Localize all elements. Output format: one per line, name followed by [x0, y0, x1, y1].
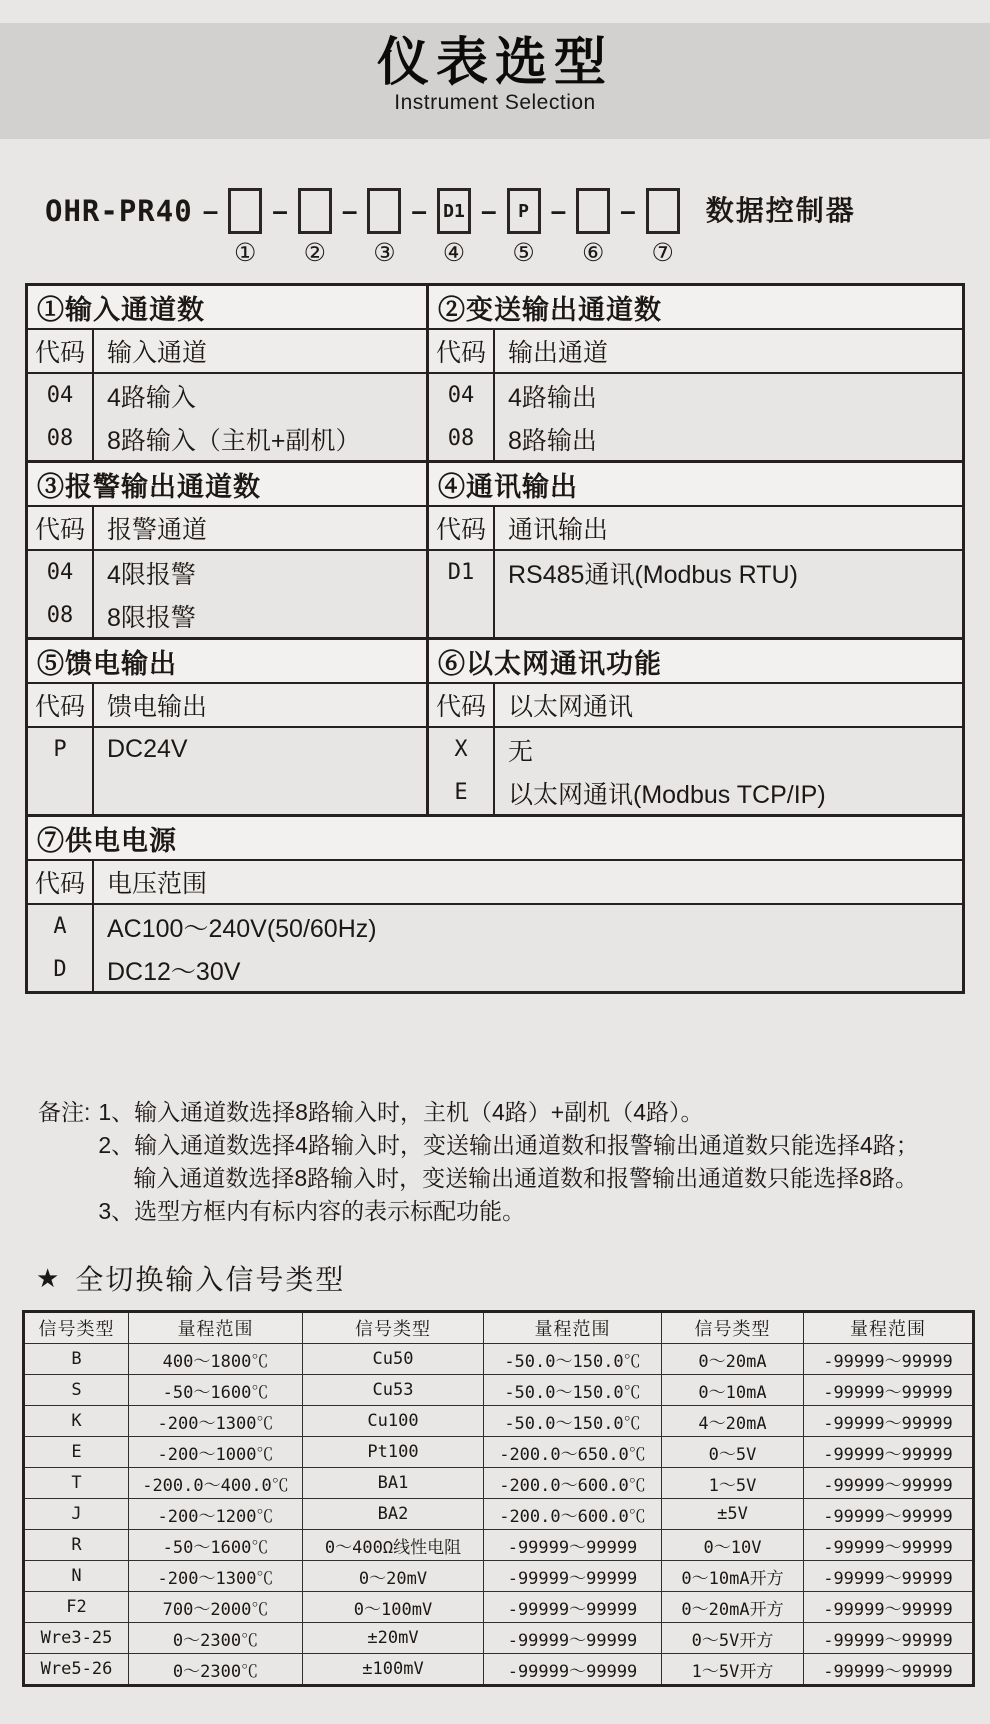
signal-cell: 1～5V [662, 1468, 804, 1499]
signal-cell: ±100mV [303, 1654, 484, 1686]
model-index-7: ⑦ [651, 239, 674, 267]
desc-cell: 4限报警 [107, 560, 196, 589]
desc-header-cell: 报警通道 [107, 516, 208, 544]
range-cell: -50.0～150.0℃ [484, 1406, 662, 1437]
range-cell: -99999～99999 [484, 1592, 662, 1623]
model-box-2 [298, 188, 332, 234]
signal-cell: 1～5V开方 [662, 1654, 804, 1686]
signal-cell: Cu53 [303, 1375, 484, 1406]
notes [38, 1096, 919, 1228]
signal-cell: BA1 [303, 1468, 484, 1499]
range-cell: -99999～99999 [804, 1344, 974, 1375]
signal-cell: 0～20mA开方 [662, 1592, 804, 1623]
signal-cell: 0～10V [662, 1530, 804, 1561]
code-header-cell: 代码 [429, 330, 495, 372]
range-cell: -200～1300℃ [129, 1561, 303, 1592]
code-cell: 08 [28, 417, 94, 460]
section-header [28, 861, 962, 905]
section-title: ④通讯输出 [429, 463, 962, 507]
range-cell: -99999～99999 [484, 1654, 662, 1686]
signal-cell: 0～100mV [303, 1592, 484, 1623]
code-cell: X [429, 728, 495, 771]
model-index-1: ① [234, 239, 257, 267]
range-cell: -99999～99999 [804, 1375, 974, 1406]
signal-cell: 0～5V [662, 1437, 804, 1468]
model-index-6: ⑥ [581, 239, 605, 267]
section-title: ③报警输出通道数 [28, 463, 426, 507]
range-cell: -50.0～150.0℃ [484, 1375, 662, 1406]
code-cell: 08 [429, 417, 495, 460]
model-dash: – [411, 195, 427, 226]
range-cell: 700～2000℃ [129, 1592, 303, 1623]
range-cell: -50.0～150.0℃ [484, 1344, 662, 1375]
desc-header-cell: 电压范围 [107, 870, 208, 898]
title-banner [0, 23, 990, 139]
model-dash: – [272, 195, 288, 226]
column-header: 信号类型 [303, 1312, 484, 1344]
signal-cell: Wre3-25 [24, 1623, 129, 1654]
note-line-3: 3、选型方框内有标内容的表示标配功能。 [98, 1198, 526, 1224]
page-subtitle: Instrument Selection [394, 90, 596, 114]
model-unit-5 [507, 188, 541, 266]
range-cell: 400～1800℃ [129, 1344, 303, 1375]
selection-table [25, 283, 965, 994]
range-cell: -99999～99999 [804, 1437, 974, 1468]
desc-cell: AC100～240V(50/60Hz) [107, 914, 377, 943]
section-header [429, 684, 962, 728]
code-header-cell: 代码 [28, 507, 94, 549]
desc-cell: DC12～30V [107, 957, 241, 986]
section-title: ⑦供电电源 [28, 817, 962, 861]
range-cell: 0～2300℃ [129, 1623, 303, 1654]
table-row [24, 1344, 974, 1375]
model-code-row [45, 188, 856, 266]
signal-heading-text: 全切换输入信号类型 [75, 1264, 346, 1295]
model-unit-4 [437, 188, 471, 266]
section-header [429, 330, 962, 374]
code-cell: D1 [429, 551, 495, 594]
signal-cell: 0～400Ω线性电阻 [303, 1530, 484, 1561]
page-title: 仪表选型 [376, 34, 613, 92]
range-cell: -200～1300℃ [129, 1406, 303, 1437]
signal-table [22, 1310, 975, 1687]
code-header-cell: 代码 [429, 684, 495, 726]
model-dash: – [481, 195, 497, 226]
range-cell: -200.0～400.0℃ [129, 1468, 303, 1499]
filler-row [28, 771, 426, 814]
model-index-3: ③ [373, 239, 396, 267]
signal-cell: 0～10mA [662, 1375, 804, 1406]
model-box-4: D1 [437, 188, 471, 234]
code-header-cell: 代码 [28, 330, 94, 372]
desc-header-cell: 输出通道 [508, 339, 609, 367]
signal-cell: K [24, 1406, 129, 1437]
table-row [24, 1437, 974, 1468]
notes-label: 备注: [38, 1099, 91, 1125]
signal-cell: R [24, 1530, 129, 1561]
code-cell: E [429, 771, 495, 814]
model-unit-7 [646, 188, 680, 266]
selection-row-3 [28, 637, 962, 814]
selection-row-2 [28, 460, 962, 637]
model-box-1 [228, 188, 262, 234]
table-row [429, 551, 962, 594]
signal-cell: N [24, 1561, 129, 1592]
table-row [24, 1406, 974, 1437]
signal-cell: 0～20mV [303, 1561, 484, 1592]
table-row [28, 594, 426, 637]
section-body [28, 551, 426, 637]
table-row [24, 1654, 974, 1686]
desc-cell: 以太网通讯(Modbus TCP/IP) [508, 780, 826, 809]
desc-cell: 无 [508, 737, 534, 766]
model-box-3 [367, 188, 401, 234]
range-cell: -99999～99999 [484, 1623, 662, 1654]
table-row [24, 1530, 974, 1561]
code-header-cell: 代码 [28, 684, 94, 726]
range-cell: -50～1600℃ [129, 1530, 303, 1561]
section-header [429, 507, 962, 551]
section-input-channels [28, 286, 429, 460]
column-header: 量程范围 [129, 1312, 303, 1344]
section-body [429, 551, 962, 637]
desc-cell: 8路输出 [508, 426, 597, 455]
section-body [429, 374, 962, 460]
table-row [24, 1375, 974, 1406]
desc-header-cell: 馈电输出 [107, 693, 208, 721]
column-header: 量程范围 [484, 1312, 662, 1344]
table-row [28, 948, 962, 991]
section-header [28, 507, 426, 551]
signal-cell: 0～5V开方 [662, 1623, 804, 1654]
section-alarm-output-channels [28, 463, 429, 637]
code-header-cell: 代码 [28, 861, 94, 903]
table-row [28, 551, 426, 594]
signal-cell: Cu100 [303, 1406, 484, 1437]
signal-cell: S [24, 1375, 129, 1406]
range-cell: -99999～99999 [804, 1654, 974, 1686]
code-cell: P [28, 728, 94, 771]
star-icon: ★ [36, 1262, 60, 1293]
model-suffix: 数据控制器 [705, 195, 856, 226]
section-title: ②变送输出通道数 [429, 286, 962, 330]
desc-cell: 8限报警 [107, 603, 196, 632]
table-row [24, 1623, 974, 1654]
model-unit-2 [298, 188, 332, 266]
model-box-5: P [507, 188, 541, 234]
range-cell: -200.0～600.0℃ [484, 1468, 662, 1499]
code-cell: D [28, 948, 94, 991]
model-index-2: ② [303, 239, 327, 267]
column-header: 信号类型 [24, 1312, 129, 1344]
range-cell: -99999～99999 [804, 1530, 974, 1561]
note-line-2: 2、输入通道数选择4路输入时，变送输出通道数和报警输出通道数只能选择4路； [98, 1132, 919, 1158]
model-index-4: ④ [442, 239, 466, 267]
range-cell: -99999～99999 [804, 1592, 974, 1623]
desc-header-cell: 输入通道 [107, 339, 208, 367]
model-dash: – [202, 195, 219, 226]
desc-header-cell: 以太网通讯 [508, 693, 634, 721]
table-row [24, 1561, 974, 1592]
code-cell: 04 [429, 374, 495, 417]
table-row [429, 771, 962, 814]
table-header-row [24, 1312, 974, 1344]
signal-cell: J [24, 1499, 129, 1530]
table-row [28, 728, 426, 771]
section-title: ①输入通道数 [28, 286, 426, 330]
desc-cell: DC24V [107, 735, 188, 763]
model-prefix: OHR-PR40 [45, 194, 193, 228]
range-cell: -200.0～600.0℃ [484, 1499, 662, 1530]
signal-cell: 0～20mA [662, 1344, 804, 1375]
model-unit-6 [576, 188, 610, 266]
signal-cell: BA2 [303, 1499, 484, 1530]
signal-cell: F2 [24, 1592, 129, 1623]
signal-cell: T [24, 1468, 129, 1499]
table-row [28, 417, 426, 460]
model-dash: – [620, 195, 636, 226]
section-title: ⑤馈电输出 [28, 640, 426, 684]
table-row [24, 1592, 974, 1623]
desc-cell: 4路输入 [107, 383, 196, 412]
desc-header-cell: 通讯输出 [508, 516, 609, 544]
section-power-supply [28, 817, 962, 991]
range-cell: -99999～99999 [804, 1499, 974, 1530]
selection-row-1 [28, 286, 962, 460]
model-dash: – [341, 195, 358, 226]
section-body [28, 905, 962, 991]
range-cell: -200～1000℃ [129, 1437, 303, 1468]
signal-cell: 4～20mA [662, 1406, 804, 1437]
section-body [429, 728, 962, 814]
range-cell: -99999～99999 [484, 1561, 662, 1592]
table-row [429, 374, 962, 417]
signal-heading [36, 1258, 345, 1298]
table-row [28, 905, 962, 948]
desc-cell: RS485通讯(Modbus RTU) [508, 560, 798, 589]
desc-cell: 4路输出 [508, 383, 597, 412]
code-cell: A [28, 905, 94, 948]
section-power-feed-output [28, 640, 429, 814]
range-cell: -99999～99999 [804, 1623, 974, 1654]
column-header: 量程范围 [804, 1312, 974, 1344]
range-cell: -200～1200℃ [129, 1499, 303, 1530]
table-row [24, 1499, 974, 1530]
desc-cell: 8路输入（主机+副机） [107, 426, 361, 455]
table-row [429, 728, 962, 771]
range-cell: -99999～99999 [804, 1561, 974, 1592]
range-cell: 0～2300℃ [129, 1654, 303, 1686]
note-line-2-continued: 输入通道数选择8路输入时，变送输出通道数和报警输出通道数只能选择8路。 [133, 1165, 918, 1191]
note-line-1: 1、输入通道数选择8路输入时，主机（4路）+副机（4路）。 [98, 1099, 704, 1125]
model-box-7 [646, 188, 680, 234]
section-header [28, 684, 426, 728]
signal-cell: E [24, 1437, 129, 1468]
table-row [24, 1468, 974, 1499]
notes-lines [98, 1096, 918, 1228]
model-unit-3 [367, 188, 401, 266]
code-cell: 04 [28, 551, 94, 594]
table-row [429, 417, 962, 460]
model-index-5: ⑤ [512, 239, 535, 267]
section-comm-output [429, 463, 962, 637]
code-cell: 08 [28, 594, 94, 637]
range-cell: -50～1600℃ [129, 1375, 303, 1406]
section-body [28, 728, 426, 814]
signal-cell: ±5V [662, 1499, 804, 1530]
section-body [28, 374, 426, 460]
signal-cell: Cu50 [303, 1344, 484, 1375]
model-unit-1 [228, 188, 262, 266]
range-cell: -99999～99999 [804, 1406, 974, 1437]
range-cell: -99999～99999 [484, 1530, 662, 1561]
range-cell: -200.0～650.0℃ [484, 1437, 662, 1468]
model-box-6 [576, 188, 610, 234]
range-cell: -99999～99999 [804, 1468, 974, 1499]
section-header [28, 330, 426, 374]
model-dash: – [550, 195, 567, 226]
signal-cell: B [24, 1344, 129, 1375]
section-transmit-output-channels [429, 286, 962, 460]
signal-cell: Wre5-26 [24, 1654, 129, 1686]
selection-row-4 [28, 814, 962, 991]
code-cell: 04 [28, 374, 94, 417]
signal-cell: ±20mV [303, 1623, 484, 1654]
column-header: 信号类型 [662, 1312, 804, 1344]
code-header-cell: 代码 [429, 507, 495, 549]
filler-row [429, 594, 962, 637]
section-ethernet-comm [429, 640, 962, 814]
section-title: ⑥以太网通讯功能 [429, 640, 962, 684]
signal-cell: Pt100 [303, 1437, 484, 1468]
table-row [28, 374, 426, 417]
signal-cell: 0～10mA开方 [662, 1561, 804, 1592]
